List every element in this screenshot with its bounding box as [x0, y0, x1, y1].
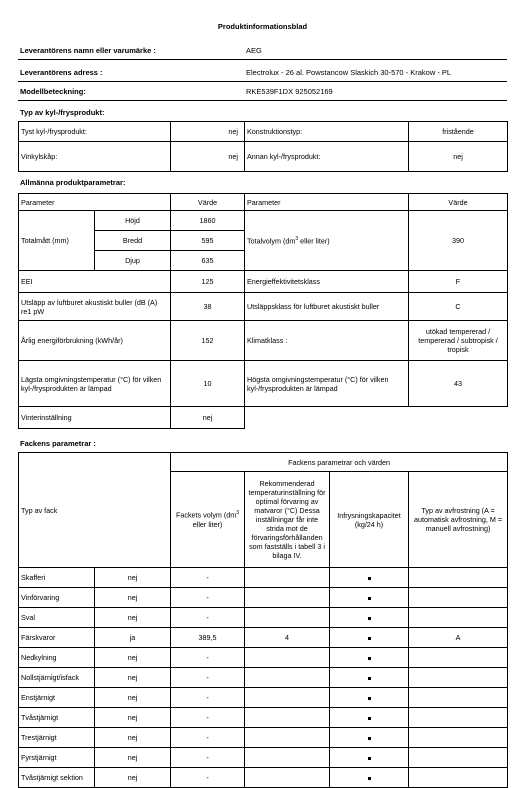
square-bullet-icon — [368, 617, 371, 620]
supplier-address-value: Electrolux - 26 al. Powstancow Slaskich 30-570 - Krakow - PL — [246, 68, 452, 77]
page-title: Produktinformationsblad — [217, 22, 308, 31]
compartment-present: nej — [95, 768, 171, 788]
compartment-present: nej — [95, 728, 171, 748]
winter-setting-value: nej — [171, 407, 245, 429]
depth-label: Djup — [95, 251, 171, 271]
compartment-temp — [245, 608, 330, 628]
compartment-volume-header: Fackets volym ($dm^3$ eller liter) — [171, 472, 245, 568]
square-bullet-icon — [368, 597, 371, 600]
defrost-type-header: Typ av avfrostning (A = automatisk avfrostning, M = manuell avfrostning) — [409, 472, 508, 568]
freezing-capacity-marker — [330, 688, 409, 708]
eei-value: 125 — [171, 271, 245, 293]
construction-type-label: Konstruktionstyp: — [245, 122, 409, 142]
table-row — [19, 748, 508, 768]
min-temp-label: Lägsta omgivningstemperatur (°C) för vilken kyl-/frysprodukten är lämpad — [19, 361, 171, 407]
compartment-temp — [245, 748, 330, 768]
noise-class-value: C — [409, 293, 508, 321]
compartment-volume: - — [171, 708, 245, 728]
wine-cooler-value: nej — [171, 142, 245, 172]
freezing-capacity-marker — [330, 668, 409, 688]
freezing-capacity-marker — [330, 648, 409, 668]
noise-label: Utsläpp av luftburet akustiskt buller (dB (A) re1 pW — [19, 293, 171, 321]
table-row — [19, 628, 508, 648]
table-row — [19, 668, 508, 688]
value-column-header: Värde — [409, 194, 508, 211]
compartment-defrost — [409, 588, 508, 608]
compartment-name: Nollstjärnigt/isfack — [19, 668, 95, 688]
table-row — [19, 211, 508, 231]
compartment-defrost — [409, 608, 508, 628]
compartment-defrost — [409, 688, 508, 708]
table-row — [19, 688, 508, 708]
climate-class-value: utökad tempererad / tempererad / subtropisk / tropisk — [409, 321, 508, 361]
compartment-temp — [245, 688, 330, 708]
table-row — [19, 271, 508, 293]
model-label: Modellbeteckning: — [20, 87, 86, 96]
compartment-present: nej — [95, 608, 171, 628]
compartment-volume: - — [171, 668, 245, 688]
freezing-capacity-marker — [330, 608, 409, 628]
divider — [18, 59, 507, 60]
general-section-heading: Allmänna produktparametrar: — [20, 178, 126, 187]
compartment-name: Sval — [19, 608, 95, 628]
quiet-product-value: nej — [171, 122, 245, 142]
quiet-product-label: Tyst kyl-/frysprodukt: — [19, 122, 171, 142]
compartment-present: nej — [95, 648, 171, 668]
total-volume-label: Totalvolym ($dm^3$ eller liter) — [245, 211, 409, 271]
param-column-header: Parameter — [19, 194, 171, 211]
compartment-present: ja — [95, 628, 171, 648]
compartment-temp — [245, 708, 330, 728]
supplier-name-value: AEG — [246, 46, 262, 55]
table-row — [19, 321, 508, 361]
compartment-type-header: Typ av fack — [19, 453, 171, 568]
freezing-capacity-marker — [330, 748, 409, 768]
supplier-name-label: Leverantörens namn eller varumärke : — [20, 46, 156, 55]
compartment-present: nej — [95, 568, 171, 588]
noise-value: 38 — [171, 293, 245, 321]
table-row — [19, 728, 508, 748]
compartment-present: nej — [95, 588, 171, 608]
compartment-name: Vinförvaring — [19, 588, 95, 608]
compartments-table — [18, 452, 508, 788]
freezing-capacity-marker — [330, 728, 409, 748]
compartment-present: nej — [95, 748, 171, 768]
total-volume-value: 390 — [409, 211, 508, 271]
square-bullet-icon — [368, 717, 371, 720]
other-product-label: Annan kyl-/frysprodukt: — [245, 142, 409, 172]
compartment-volume: 389,5 — [171, 628, 245, 648]
freezing-capacity-marker — [330, 708, 409, 728]
climate-class-label: Klimatklass : — [245, 321, 409, 361]
square-bullet-icon — [368, 577, 371, 580]
energy-class-value: F — [409, 271, 508, 293]
table-row — [19, 142, 508, 172]
table-row — [19, 407, 508, 429]
table-header-row — [19, 194, 508, 211]
compartment-volume: - — [171, 688, 245, 708]
other-product-value: nej — [409, 142, 508, 172]
compartment-volume: - — [171, 648, 245, 668]
compartment-temp — [245, 728, 330, 748]
general-parameters-table — [18, 193, 508, 429]
height-value: 1860 — [171, 211, 245, 231]
divider — [18, 81, 507, 82]
type-section-heading: Typ av kyl-/frysprodukt: — [20, 108, 105, 117]
total-dimensions-label: Totalmått (mm) — [19, 211, 95, 271]
table-row — [19, 608, 508, 628]
compartment-rows — [19, 568, 508, 788]
compartment-name: Tvåstjärnigt sektion — [19, 768, 95, 788]
table-row — [19, 122, 508, 142]
freezing-capacity-header: Infrysningskapacitet (kg/24 h) — [330, 472, 409, 568]
compartment-present: nej — [95, 668, 171, 688]
freezing-capacity-marker — [330, 568, 409, 588]
compartment-name: Fyrstjärnigt — [19, 748, 95, 768]
compartment-temp — [245, 648, 330, 668]
freezing-capacity-marker — [330, 588, 409, 608]
min-temp-value: 10 — [171, 361, 245, 407]
max-temp-value: 43 — [409, 361, 508, 407]
eei-label: EEI — [19, 271, 171, 293]
depth-value: 635 — [171, 251, 245, 271]
model-value: RKE539F1DX 925052169 — [246, 87, 333, 96]
compartment-temp — [245, 668, 330, 688]
compartment-defrost — [409, 748, 508, 768]
compartment-name: Nedkylning — [19, 648, 95, 668]
compartment-temp — [245, 588, 330, 608]
compartment-volume: - — [171, 768, 245, 788]
freezing-capacity-marker — [330, 628, 409, 648]
annual-energy-value: 152 — [171, 321, 245, 361]
construction-type-value: fristående — [409, 122, 508, 142]
recommended-temp-header: Rekommenderad temperaturinställning för optimal förvaring av matvaror (°C) Dessa inställningar får inte strida mot de förvaringsförhållanden som fastställs i tabell 3 i bilaga IV. — [245, 472, 330, 568]
compartment-present: nej — [95, 688, 171, 708]
compartment-defrost — [409, 668, 508, 688]
compartment-temp — [245, 568, 330, 588]
annual-energy-label: Årlig energiförbrukning (kWh/år) — [19, 321, 171, 361]
compartment-defrost — [409, 708, 508, 728]
square-bullet-icon — [368, 637, 371, 640]
compartment-name: Färskvaror — [19, 628, 95, 648]
table-row — [19, 568, 508, 588]
width-label: Bredd — [95, 231, 171, 251]
compartment-name: Enstjärnigt — [19, 688, 95, 708]
height-label: Höjd — [95, 211, 171, 231]
table-row — [19, 648, 508, 668]
compartment-temp: 4 — [245, 628, 330, 648]
width-value: 595 — [171, 231, 245, 251]
divider — [18, 100, 507, 101]
value-column-header: Värde — [171, 194, 245, 211]
table-row — [19, 361, 508, 407]
table-row — [19, 588, 508, 608]
compartment-defrost: A — [409, 628, 508, 648]
compartment-defrost — [409, 648, 508, 668]
square-bullet-icon — [368, 737, 371, 740]
compartment-volume: - — [171, 608, 245, 628]
compartment-volume: - — [171, 728, 245, 748]
winter-setting-label: Vinterinställning — [19, 407, 171, 429]
table-header-row — [19, 453, 508, 472]
noise-class-label: Utsläppsklass för luftburet akustiskt buller — [245, 293, 409, 321]
square-bullet-icon — [368, 697, 371, 700]
compartments-section-heading: Fackens parametrar : — [20, 439, 96, 448]
compartment-volume: - — [171, 588, 245, 608]
square-bullet-icon — [368, 657, 371, 660]
compartment-defrost — [409, 568, 508, 588]
square-bullet-icon — [368, 777, 371, 780]
compartment-name: Trestjärnigt — [19, 728, 95, 748]
compartment-group-header: Fackens parametrar och värden — [171, 453, 508, 472]
compartment-present: nej — [95, 708, 171, 728]
type-table — [18, 121, 508, 172]
energy-class-label: Energieffektivitetsklass — [245, 271, 409, 293]
compartment-name: Tvåstjärnigt — [19, 708, 95, 728]
compartment-name: Skafferi — [19, 568, 95, 588]
wine-cooler-label: Vinkylskåp: — [19, 142, 171, 172]
table-row — [19, 708, 508, 728]
square-bullet-icon — [368, 757, 371, 760]
compartment-volume: - — [171, 748, 245, 768]
compartment-volume: - — [171, 568, 245, 588]
max-temp-label: Högsta omgivningstemperatur (°C) för vilken kyl-/frysprodukten är lämpad — [245, 361, 409, 407]
table-row — [19, 293, 508, 321]
square-bullet-icon — [368, 677, 371, 680]
supplier-address-label: Leverantörens adress : — [20, 68, 103, 77]
param-column-header: Parameter — [245, 194, 409, 211]
compartment-defrost — [409, 728, 508, 748]
